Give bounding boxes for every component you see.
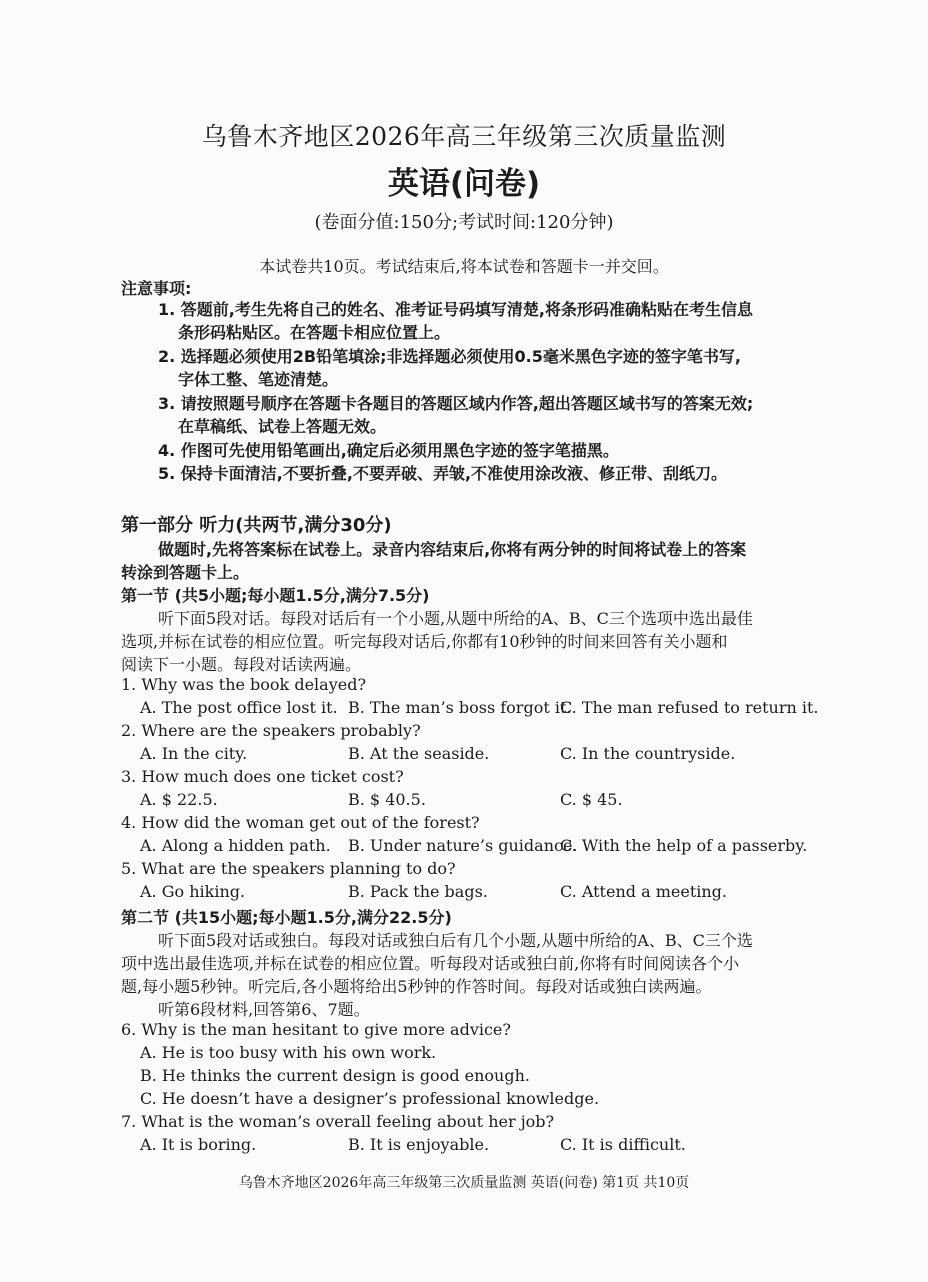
subject-title: 英语(问卷) [387, 166, 541, 202]
option-c: C. Attend a meeting. [560, 882, 727, 901]
section2-heading: 第二节 (共15小题;每小题1.5分,满分22.5分) [121, 908, 452, 927]
question-stem: 1. Why was the book delayed? [121, 675, 367, 694]
intro-text: 本试卷共10页。考试结束后,将本试卷和答题卡一并交回。 [259, 257, 669, 276]
note-item [158, 462, 727, 485]
note-line-cont: 在草稿纸、试卷上答题无效。 [178, 417, 387, 436]
section1-instruction: 选项,并标在试卷的相应位置。听完每段对话后,你都有10秒钟的时间来回答有关小题和 [121, 632, 728, 651]
section1-heading: 第一节 (共5小题;每小题1.5分,满分7.5分) [121, 586, 430, 605]
note-item [158, 345, 741, 391]
part1-instruction: 转涂到答题卡上。 [121, 563, 250, 582]
note-item [158, 392, 753, 438]
note-line: 5. 保持卡面清洁,不要折叠,不要弄破、弄皱,不准使用涂改液、修正带、刮纸刀。 [158, 464, 728, 483]
part1-instruction: 做题时,先将答案标在试卷上。录音内容结束后,你将有两分钟的时间将试卷上的答案 [158, 540, 747, 559]
notes-heading: 注意事项: [121, 279, 192, 298]
note-line: 1. 答题前,考生先将自己的姓名、准考证号码填写清楚,将条形码准确粘贴在考生信息 [158, 300, 753, 319]
option-b: B. $ 40.5. [348, 790, 426, 809]
question-stem: 4. How did the woman get out of the forest? [121, 813, 480, 832]
note-line: 3. 请按照题号顺序在答题卡各题目的答题区域内作答,超出答题区域书写的答案无效; [158, 394, 754, 413]
option-c: C. The man refused to return it. [560, 698, 819, 717]
option-c: C. It is difficult. [560, 1135, 686, 1154]
option-b: B. Pack the bags. [348, 882, 488, 901]
part1-heading: 第一部分 听力(共两节,满分30分) [121, 515, 392, 536]
option-a: A. It is boring. [140, 1135, 257, 1154]
option-c: C. He doesn’t have a designer’s professional knowledge. [140, 1089, 600, 1108]
option-b: B. At the seaside. [348, 744, 490, 763]
section2-instruction: 项中选出最佳选项,并标在试卷的相应位置。听每段对话或独白前,你将有时间阅读各个小 [121, 954, 740, 973]
score-time-info: (卷面分值:150分;考试时间:120分钟) [314, 212, 614, 233]
note-line-cont: 字体工整、笔迹清楚。 [178, 370, 339, 389]
option-a: A. He is too busy with his own work. [140, 1043, 437, 1062]
question-stem: 6. Why is the man hesitant to give more advice? [121, 1020, 511, 1039]
exam-title: 乌鲁木齐地区2026年高三年级第三次质量监测 [201, 122, 727, 151]
question-stem: 5. What are the speakers planning to do? [121, 859, 456, 878]
question-stem: 2. Where are the speakers probably? [121, 721, 421, 740]
note-line: 2. 选择题必须使用2B铅笔填涂;非选择题必须使用0.5毫米黑色字迹的签字笔书写, [158, 347, 741, 366]
option-b: B. It is enjoyable. [348, 1135, 490, 1154]
option-b: B. Under nature’s guidance. [348, 836, 578, 855]
option-b: B. The man’s boss forgot it. [348, 698, 572, 717]
section1-instruction: 阅读下一小题。每段对话读两遍。 [121, 655, 362, 674]
question-stem: 3. How much does one ticket cost? [121, 767, 404, 786]
option-c: C. With the help of a passerby. [560, 836, 808, 855]
option-b: B. He thinks the current design is good enough. [140, 1066, 530, 1085]
option-a: A. Go hiking. [140, 882, 246, 901]
option-c: C. In the countryside. [560, 744, 736, 763]
option-a: A. Along a hidden path. [140, 836, 331, 855]
option-c: C. $ 45. [560, 790, 623, 809]
material-6-note: 听第6段材料,回答第6、7题。 [158, 1000, 370, 1019]
option-a: A. $ 22.5. [140, 790, 218, 809]
note-line-cont: 条形码粘贴区。在答题卡相应位置上。 [178, 323, 451, 342]
page-footer: 乌鲁木齐地区2026年高三年级第三次质量监测 英语(问卷) 第1页 共10页 [238, 1175, 690, 1191]
note-item [158, 439, 619, 462]
section2-instruction: 听下面5段对话或独白。每段对话或独白后有几个小题,从题中所给的A、B、C三个选 [158, 931, 753, 950]
section2-instruction: 题,每小题5秒钟。听完后,各小题将给出5秒钟的作答时间。每段对话或独白读两遍。 [121, 977, 712, 996]
option-a: A. The post office lost it. [140, 698, 338, 717]
option-a: A. In the city. [140, 744, 248, 763]
note-line: 4. 作图可先使用铅笔画出,确定后必须用黑色字迹的签字笔描黑。 [158, 441, 619, 460]
question-stem: 7. What is the woman’s overall feeling about her job? [121, 1112, 555, 1131]
note-item [158, 298, 753, 344]
section1-instruction: 听下面5段对话。每段对话后有一个小题,从题中所给的A、B、C三个选项中选出最佳 [158, 609, 753, 628]
